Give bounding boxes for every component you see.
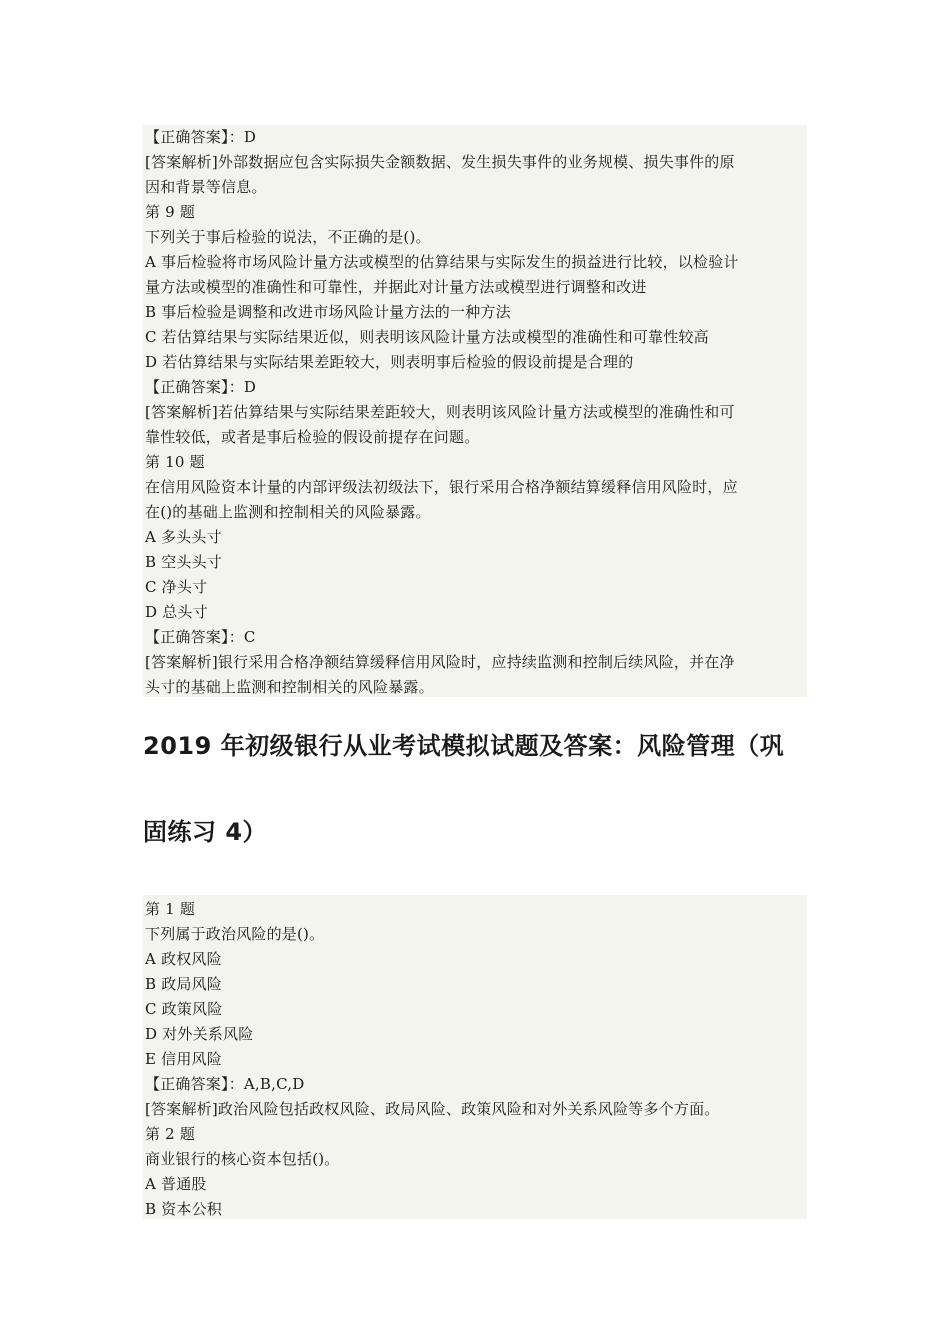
content-block-1 bbox=[143, 125, 807, 697]
question-number: 第 2 题 bbox=[145, 1125, 196, 1143]
question-text: 在信用风险资本计量的内部评级法初级法下，银行采用合格净额结算缓释信用风险时，应 bbox=[145, 478, 738, 496]
explanation-line: 头寸的基础上监测和控制相关的风险暴露。 bbox=[145, 678, 434, 696]
section-heading-line-2: 固练习 4） bbox=[143, 818, 268, 846]
explanation-line: [答案解析]若估算结果与实际结果差距较大，则表明该风险计量方法或模型的准确性和可 bbox=[145, 403, 735, 421]
question-text: 下列属于政治风险的是()。 bbox=[145, 925, 325, 943]
question-number: 第 9 题 bbox=[145, 203, 196, 221]
answer-line: 【正确答案】：C bbox=[145, 628, 256, 646]
option-line: A 事后检验将市场风险计量方法或模型的估算结果与实际发生的损益进行比较，以检验计 bbox=[145, 253, 739, 271]
question-number: 第 1 题 bbox=[145, 900, 196, 918]
section-heading-line-1: 2019 年初级银行从业考试模拟试题及答案：风险管理（巩 bbox=[143, 732, 785, 760]
text-line: 因和背景等信息。 bbox=[145, 178, 267, 196]
explanation-line: [答案解析]政治风险包括政权风险、政局风险、政策风险和对外关系风险等多个方面。 bbox=[145, 1100, 720, 1118]
answer-line: 【正确答案】：D bbox=[145, 378, 257, 396]
option-line: B 空头头寸 bbox=[145, 553, 222, 571]
option-line: A 多头头寸 bbox=[145, 528, 222, 546]
option-line: D 若估算结果与实际结果差距较大，则表明事后检验的假设前提是合理的 bbox=[145, 353, 634, 371]
option-line: A 政权风险 bbox=[145, 950, 222, 968]
option-line: D 总头寸 bbox=[145, 603, 208, 621]
text-line: 【正确答案】：D bbox=[145, 128, 257, 146]
option-line: 量方法或模型的准确性和可靠性，并据此对计量方法或模型进行调整和改进 bbox=[145, 278, 647, 296]
option-line: B 事后检验是调整和改进市场风险计量方法的一种方法 bbox=[145, 303, 511, 321]
option-line: B 资本公积 bbox=[145, 1200, 222, 1218]
option-line: D 对外关系风险 bbox=[145, 1025, 254, 1043]
option-line: C 净头寸 bbox=[145, 578, 208, 596]
option-line: B 政局风险 bbox=[145, 975, 222, 993]
question-text: 在()的基础上监测和控制相关的风险暴露。 bbox=[145, 503, 431, 521]
question-text: 商业银行的核心资本包括()。 bbox=[145, 1150, 340, 1168]
content-block-2 bbox=[143, 895, 807, 1219]
text-line: [答案解析]外部数据应包含实际损失金额数据、发生损失事件的业务规模、损失事件的原 bbox=[145, 153, 735, 171]
explanation-line: [答案解析]银行采用合格净额结算缓释信用风险时，应持续监测和控制后续风险，并在净 bbox=[145, 653, 735, 671]
question-text: 下列关于事后检验的说法，不正确的是()。 bbox=[145, 228, 431, 246]
question-number: 第 10 题 bbox=[145, 453, 205, 471]
option-line: E 信用风险 bbox=[145, 1050, 222, 1068]
option-line: A 普通股 bbox=[145, 1175, 207, 1193]
option-line: C 政策风险 bbox=[145, 1000, 223, 1018]
explanation-line: 靠性较低，或者是事后检验的假设前提存在问题。 bbox=[145, 428, 480, 446]
option-line: C 若估算结果与实际结果近似，则表明该风险计量方法或模型的准确性和可靠性较高 bbox=[145, 328, 709, 346]
answer-line: 【正确答案】：A,B,C,D bbox=[145, 1075, 305, 1093]
